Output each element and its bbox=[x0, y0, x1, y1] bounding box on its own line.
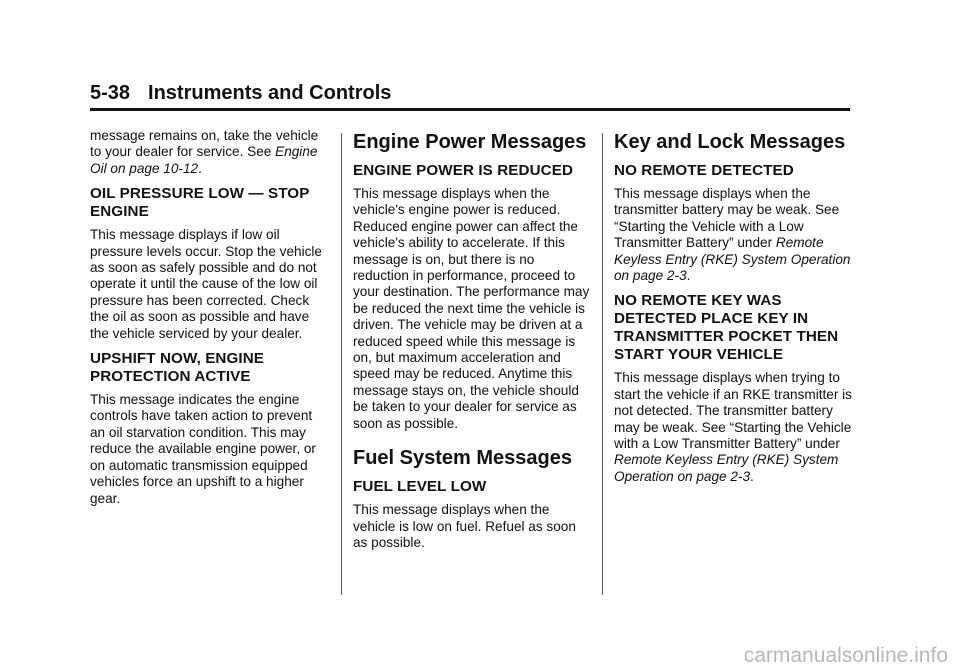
paragraph: This message displays when the vehicle's engine power is reduced. Reduced engine power can affect the vehicle's ability to accelerate. If this message is on, but there is no reduction in performance, proceed to your destination. The performance may be reduced the next time the vehicle is driven. The vehicle may be driven at a reduced speed while this message is on, but maximum acceleration and speed may be reduced. Anytime this message stays on, the vehicle should be taken to your dealer for service as soon as possible. bbox=[353, 186, 590, 431]
message-heading: ENGINE POWER IS REDUCED bbox=[353, 162, 574, 179]
message-heading: OIL PRESSURE LOW — STOP ENGINE bbox=[90, 185, 310, 221]
column-divider bbox=[341, 133, 342, 595]
paragraph-text: This message displays when the transmitter battery may be weak. See “Starting the Vehicle with a Low Transmitter Battery” under bbox=[614, 186, 840, 251]
paragraph bbox=[90, 128, 328, 177]
page-header bbox=[90, 80, 850, 111]
paragraph: This message indicates the engine controls have taken action to prevent an oil starvation condition. This may reduce the available engine power, or on automatic transmission equipped vehicles force an upshift to a higher gear. bbox=[90, 392, 316, 506]
message-heading: NO REMOTE DETECTED bbox=[614, 162, 794, 179]
paragraph bbox=[614, 186, 852, 284]
section-heading: Engine Power Messages bbox=[353, 131, 587, 153]
cross-reference: Remote Keyless Entry (RKE) System Operation on page 2-3 bbox=[614, 235, 851, 284]
chapter-title: Instruments and Controls bbox=[148, 82, 392, 104]
paragraph-text: . bbox=[198, 160, 202, 176]
watermark: carmanualsonline.info bbox=[743, 644, 948, 667]
paragraph-text: . bbox=[750, 468, 754, 484]
cross-reference: Engine Oil on page 10-12 bbox=[90, 144, 318, 176]
section-heading: Key and Lock Messages bbox=[614, 131, 846, 153]
section-heading: Fuel System Messages bbox=[353, 447, 572, 470]
message-heading: FUEL LEVEL LOW bbox=[353, 478, 487, 496]
message-heading: NO REMOTE KEY WAS DETECTED PLACE KEY IN TRANSMITTER POCKET THEN START YOUR VEHICLE bbox=[614, 292, 839, 364]
column-divider bbox=[602, 133, 603, 595]
paragraph: This message displays if low oil pressure levels occur. Stop the vehicle as soon as safely possible and do not operate it until the cause of the low oil pressure has been corrected. Check the oil as soon as possible and have the vehicle serviced by your dealer. bbox=[90, 227, 322, 341]
column-left bbox=[90, 128, 328, 513]
column-right bbox=[614, 128, 852, 491]
message-heading: UPSHIFT NOW, ENGINE PROTECTION ACTIVE bbox=[90, 350, 265, 386]
paragraph-text: . bbox=[686, 268, 691, 284]
paragraph: This message displays when the vehicle is low on fuel. Refuel as soon as possible. bbox=[353, 502, 576, 550]
paragraph-text: This message displays when trying to start the vehicle if an RKE transmitter is not detected. The transmitter battery may be weak. See “Starting the Vehicle with a Low Transmitter Battery” under bbox=[614, 370, 852, 452]
paragraph-text: message remains on, take the vehicle to your dealer for service. See bbox=[90, 128, 319, 160]
paragraph bbox=[614, 370, 852, 485]
page-number: 5-38 bbox=[90, 82, 131, 104]
cross-reference: Remote Keyless Entry (RKE) System Operation on page 2-3 bbox=[614, 452, 839, 484]
column-middle bbox=[353, 128, 591, 557]
